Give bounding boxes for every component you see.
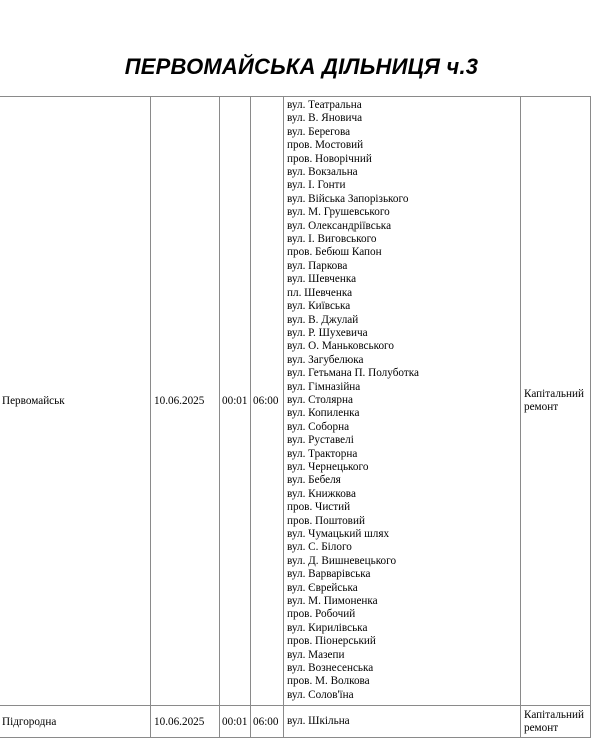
time-to-cell: 06:00: [251, 706, 284, 738]
settlement-cell: Підгородна: [0, 706, 151, 738]
street-item: вул. Солов'їна: [287, 688, 354, 701]
reason-line: ремонт: [524, 401, 559, 413]
time-from-cell: 00:01: [220, 706, 251, 738]
street-item: вул. Гетьмана П. Полуботка: [287, 367, 419, 380]
street-item: вул. Чернецького: [287, 460, 369, 473]
street-item: пров. Бебюш Капон: [287, 246, 382, 259]
time-from-cell: 00:01: [220, 97, 251, 706]
street-item: вул. О. Маньковського: [287, 340, 394, 353]
street-item: вул. Війська Запорізького: [287, 192, 409, 205]
date-cell: 10.06.2025: [151, 97, 220, 706]
street-item: вул. Столярна: [287, 393, 353, 406]
street-item: вул. В. Джулай: [287, 313, 359, 326]
street-item: вул. Книжкова: [287, 487, 356, 500]
date-cell: 10.06.2025: [151, 706, 220, 738]
street-item: вул. Берегова: [287, 125, 351, 138]
street-item: пров. Мостовий: [287, 139, 364, 152]
reason-line: Капітальний: [524, 388, 584, 400]
street-item: вул. Шкільна: [287, 714, 350, 727]
street-item: вул. Олександріївська: [287, 219, 392, 232]
street-item: вул. Вознесенська: [287, 662, 374, 675]
street-item: пров. М. Волкова: [287, 675, 370, 688]
street-item: пл. Шевченка: [287, 286, 353, 299]
street-item: вул. Вокзальна: [287, 166, 358, 179]
street-item: вул. Копиленка: [287, 407, 360, 420]
street-item: вул. Кирилівська: [287, 621, 368, 634]
street-item: вул. М. Пимоненка: [287, 595, 378, 608]
street-item: вул. Гімназійна: [287, 380, 361, 393]
street-item: вул. Руставелі: [287, 434, 354, 447]
outage-schedule-table: [0, 96, 591, 738]
street-item: вул. Київська: [287, 300, 351, 313]
street-item: вул. Тракторна: [287, 447, 358, 460]
street-item: вул. Варварівська: [287, 568, 371, 581]
reason-line: Капітальний: [524, 708, 584, 721]
streets-cell: [284, 706, 521, 738]
street-item: вул. Паркова: [287, 259, 348, 272]
street-item: вул. Шевченка: [287, 273, 357, 286]
street-item: вул. І. Гонти: [287, 179, 346, 192]
street-item: пров. Робочий: [287, 608, 356, 621]
street-item: вул. В. Яновича: [287, 112, 363, 125]
table-row: [0, 97, 591, 706]
street-item: пров. Поштовий: [287, 514, 365, 527]
street-item: вул. І. Виговського: [287, 233, 377, 246]
street-list: [287, 715, 517, 728]
street-item: вул. Мазепи: [287, 648, 345, 661]
street-item: вул. М. Грушевського: [287, 206, 390, 219]
street-item: пров. Чистий: [287, 501, 351, 514]
street-item: вул. Р. Шухевича: [287, 326, 368, 339]
street-item: вул. Д. Вишневецького: [287, 554, 397, 567]
street-item: вул. Бебеля: [287, 474, 341, 487]
street-item: вул. Загубелюка: [287, 353, 364, 366]
reason-cell: [521, 97, 591, 706]
time-to-cell: 06:00: [251, 97, 284, 706]
street-item: вул. Єврейська: [287, 581, 358, 594]
street-item: вул. С. Білого: [287, 541, 352, 554]
street-item: пров. Піонерський: [287, 635, 376, 648]
table-row: [0, 706, 591, 738]
street-item: вул. Чумацький шлях: [287, 528, 390, 540]
street-item: вул. Театральна: [287, 99, 362, 111]
streets-cell: [284, 97, 521, 706]
reason-line: ремонт: [524, 721, 559, 734]
reason-cell: [521, 706, 591, 738]
page-title: ПЕРВОМАЙСЬКА ДІЛЬНИЦЯ ч.3: [124, 54, 479, 79]
street-list: [287, 99, 517, 702]
street-item: вул. Соборна: [287, 420, 350, 433]
settlement-cell: Первомайськ: [0, 97, 151, 706]
street-item: пров. Новорічний: [287, 152, 372, 165]
